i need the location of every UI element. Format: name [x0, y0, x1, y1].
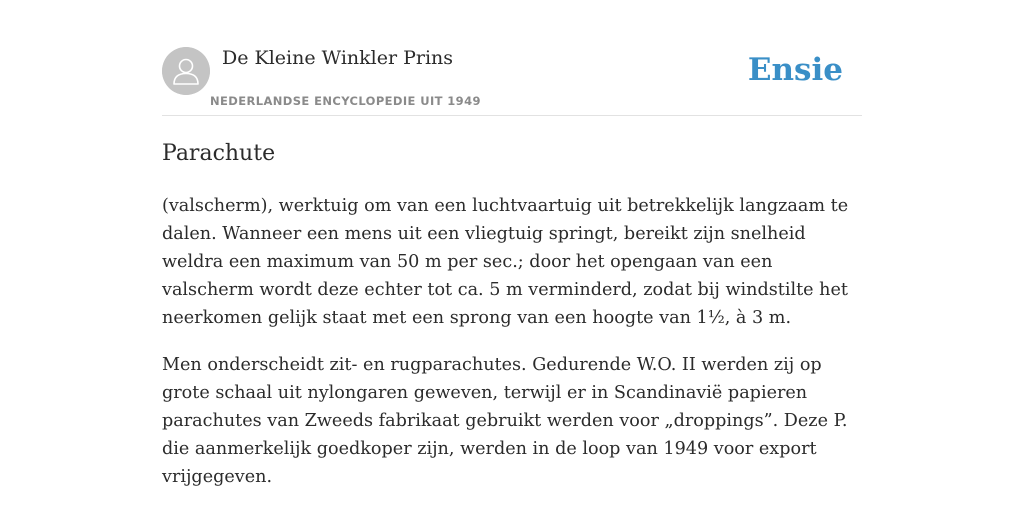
avatar[interactable] [162, 47, 210, 95]
source-title[interactable]: De Kleine Winkler Prins [222, 47, 454, 69]
source-subtitle: NEDERLANDSE ENCYCLOPEDIE UIT 1949 [210, 94, 481, 108]
source-header [162, 46, 862, 116]
article-paragraph: (valscherm), werktuig om van een luchtvaartuig uit betrekkelijk langzaam te dalen. Wanneer een mens uit een vliegtuig springt, bereikt zijn snelheid weldra een maximum van 50 m per sec.; door het opengaan van een valscherm wordt deze echter tot ca. 5 m verminderd, zodat bij windstilte het neerkomen gelijk staat met een sprong van een hoogte van 1½, à 3 m. [162, 196, 849, 328]
article-paragraph: Men onderscheidt zit- en rugparachutes. Gedurende W.O. II werden zij op grote schaal uit nylongaren geweven, terwijl er in Scandinavië papieren parachutes van Zweeds fabrikaat gebruikt werden voor „droppings”. Deze P. die aanmerkelijk goedkoper zijn, werden in de loop van 1949 voor export vrijgegeven. [162, 355, 848, 487]
brand-logo[interactable]: Ensie [747, 52, 843, 88]
user-icon [162, 47, 210, 95]
article-title: Parachute [162, 141, 276, 166]
